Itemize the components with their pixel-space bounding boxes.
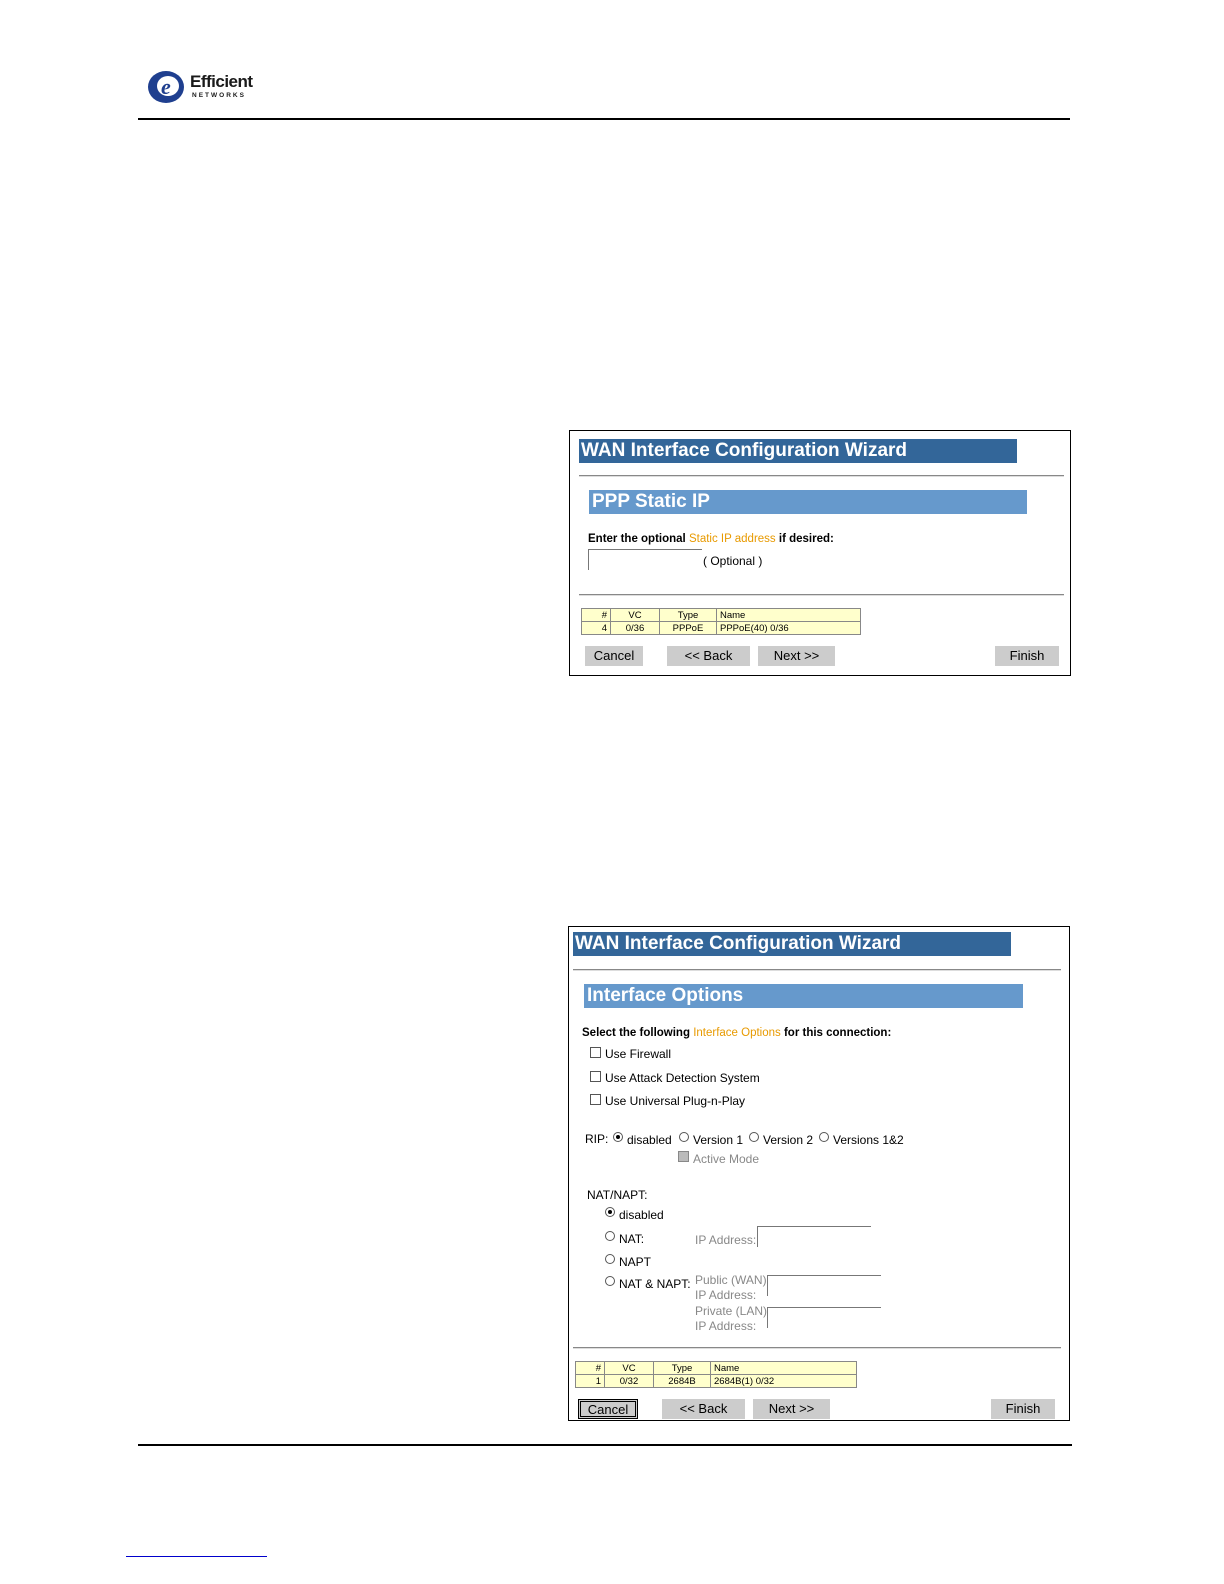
use-upnp-label: Use Universal Plug-n-Play (605, 1094, 746, 1108)
use-firewall-checkbox[interactable] (590, 1047, 601, 1058)
cell-vc: 0/36 (611, 622, 660, 635)
next-button[interactable]: Next >> (758, 646, 835, 666)
private-lan-label: Private (LAN) (695, 1304, 768, 1318)
finish-button[interactable]: Finish (995, 646, 1059, 666)
public-ip-address-label: IP Address: (695, 1288, 757, 1302)
logo-wordmark: Efficient (190, 72, 253, 91)
next-button[interactable]: Next >> (753, 1399, 830, 1419)
rip-label: RIP: (585, 1132, 609, 1146)
active-mode-checkbox[interactable] (678, 1151, 689, 1162)
prompt-text: Enter the optional (588, 533, 689, 545)
svg-text:e: e (161, 74, 171, 99)
cell-name: PPPoE(40) 0/36 (717, 622, 861, 635)
divider (579, 475, 1064, 477)
rip-version1-radio[interactable] (679, 1132, 689, 1142)
rip-version2-label: Version 2 (763, 1133, 814, 1147)
private-ip-address-label: IP Address: (695, 1319, 757, 1333)
rip-versions12-radio[interactable] (819, 1132, 829, 1142)
divider (579, 594, 1064, 596)
cell-type: PPPoE (660, 622, 717, 635)
table-header-row (582, 609, 861, 622)
prompt-highlight: Static IP address (688, 533, 776, 545)
back-button[interactable]: << Back (662, 1399, 745, 1419)
divider (573, 1347, 1061, 1349)
cell-type: 2684B (654, 1375, 711, 1388)
table-header-row (576, 1362, 857, 1375)
rip-disabled-label: disabled (627, 1133, 672, 1147)
cell-vc: 0/32 (605, 1375, 654, 1388)
nat-disabled-radio[interactable] (605, 1207, 615, 1217)
cancel-button[interactable]: Cancel (578, 1399, 638, 1419)
rip-version2-radio[interactable] (749, 1132, 759, 1142)
use-attack-detection-label: Use Attack Detection System (605, 1071, 760, 1085)
nat-option-label: NAT: (619, 1232, 645, 1246)
cell-number: 4 (582, 622, 611, 635)
col-vc: VC (605, 1362, 654, 1375)
table-row (582, 622, 861, 635)
col-number: # (582, 609, 611, 622)
divider (573, 969, 1061, 971)
wizard-title: WAN Interface Configuration Wizard (579, 439, 1017, 463)
interface-options-prompt (582, 1027, 891, 1039)
use-firewall-label: Use Firewall (605, 1047, 672, 1061)
public-wan-ip-input[interactable] (767, 1275, 881, 1296)
napt-radio[interactable] (605, 1254, 615, 1264)
wizard-ppp-static-ip (569, 430, 1071, 676)
wizard-interface-options (568, 926, 1070, 1421)
rip-version1-label: Version 1 (693, 1133, 744, 1147)
logo-e-icon (146, 68, 190, 106)
rip-versions12-label: Versions 1&2 (833, 1133, 904, 1147)
section-title: PPP Static IP (589, 490, 1027, 514)
table-row (576, 1375, 857, 1388)
cell-name: 2684B(1) 0/32 (711, 1375, 857, 1388)
prompt-text: Select the following (582, 1027, 694, 1039)
efficient-networks-logo (146, 68, 266, 106)
nat-ip-address-input[interactable] (757, 1226, 871, 1247)
nat-and-napt-label: NAT & NAPT: (619, 1277, 691, 1291)
nat-ip-address-label: IP Address: (695, 1233, 757, 1247)
col-vc: VC (611, 609, 660, 622)
nat-disabled-label: disabled (619, 1208, 664, 1222)
back-button[interactable]: << Back (667, 646, 750, 666)
vc-table (575, 1361, 857, 1388)
prompt-highlight: Interface Options (693, 1027, 781, 1039)
nat-and-napt-radio[interactable] (605, 1276, 615, 1286)
cell-number: 1 (576, 1375, 605, 1388)
optional-label: ( Optional ) (703, 554, 763, 568)
nat-radio[interactable] (605, 1231, 615, 1241)
use-attack-detection-checkbox[interactable] (590, 1071, 601, 1082)
wizard-title: WAN Interface Configuration Wizard (573, 932, 1011, 956)
cancel-button[interactable]: Cancel (585, 646, 643, 666)
col-type: Type (654, 1362, 711, 1375)
footer-link-underline[interactable] (126, 1556, 267, 1557)
col-name: Name (711, 1362, 857, 1375)
finish-button[interactable]: Finish (991, 1399, 1055, 1419)
header-rule (138, 118, 1070, 120)
footer-rule (138, 1444, 1072, 1446)
nat-napt-label: NAT/NAPT: (587, 1188, 648, 1202)
static-ip-input[interactable] (588, 549, 702, 570)
col-name: Name (717, 609, 861, 622)
rip-disabled-radio[interactable] (613, 1132, 623, 1142)
public-wan-label: Public (WAN) (695, 1273, 767, 1287)
static-ip-prompt (588, 533, 834, 545)
use-upnp-checkbox[interactable] (590, 1094, 601, 1105)
napt-option-label: NAPT (619, 1255, 652, 1269)
prompt-text-end: if desired: (775, 533, 834, 545)
active-mode-label: Active Mode (693, 1152, 760, 1166)
col-number: # (576, 1362, 605, 1375)
section-title: Interface Options (584, 984, 1023, 1008)
prompt-text-end: for this connection: (780, 1027, 892, 1039)
col-type: Type (660, 609, 717, 622)
vc-table (581, 608, 861, 635)
private-lan-ip-input[interactable] (767, 1307, 881, 1328)
logo-subtitle: NETWORKS (192, 92, 246, 99)
